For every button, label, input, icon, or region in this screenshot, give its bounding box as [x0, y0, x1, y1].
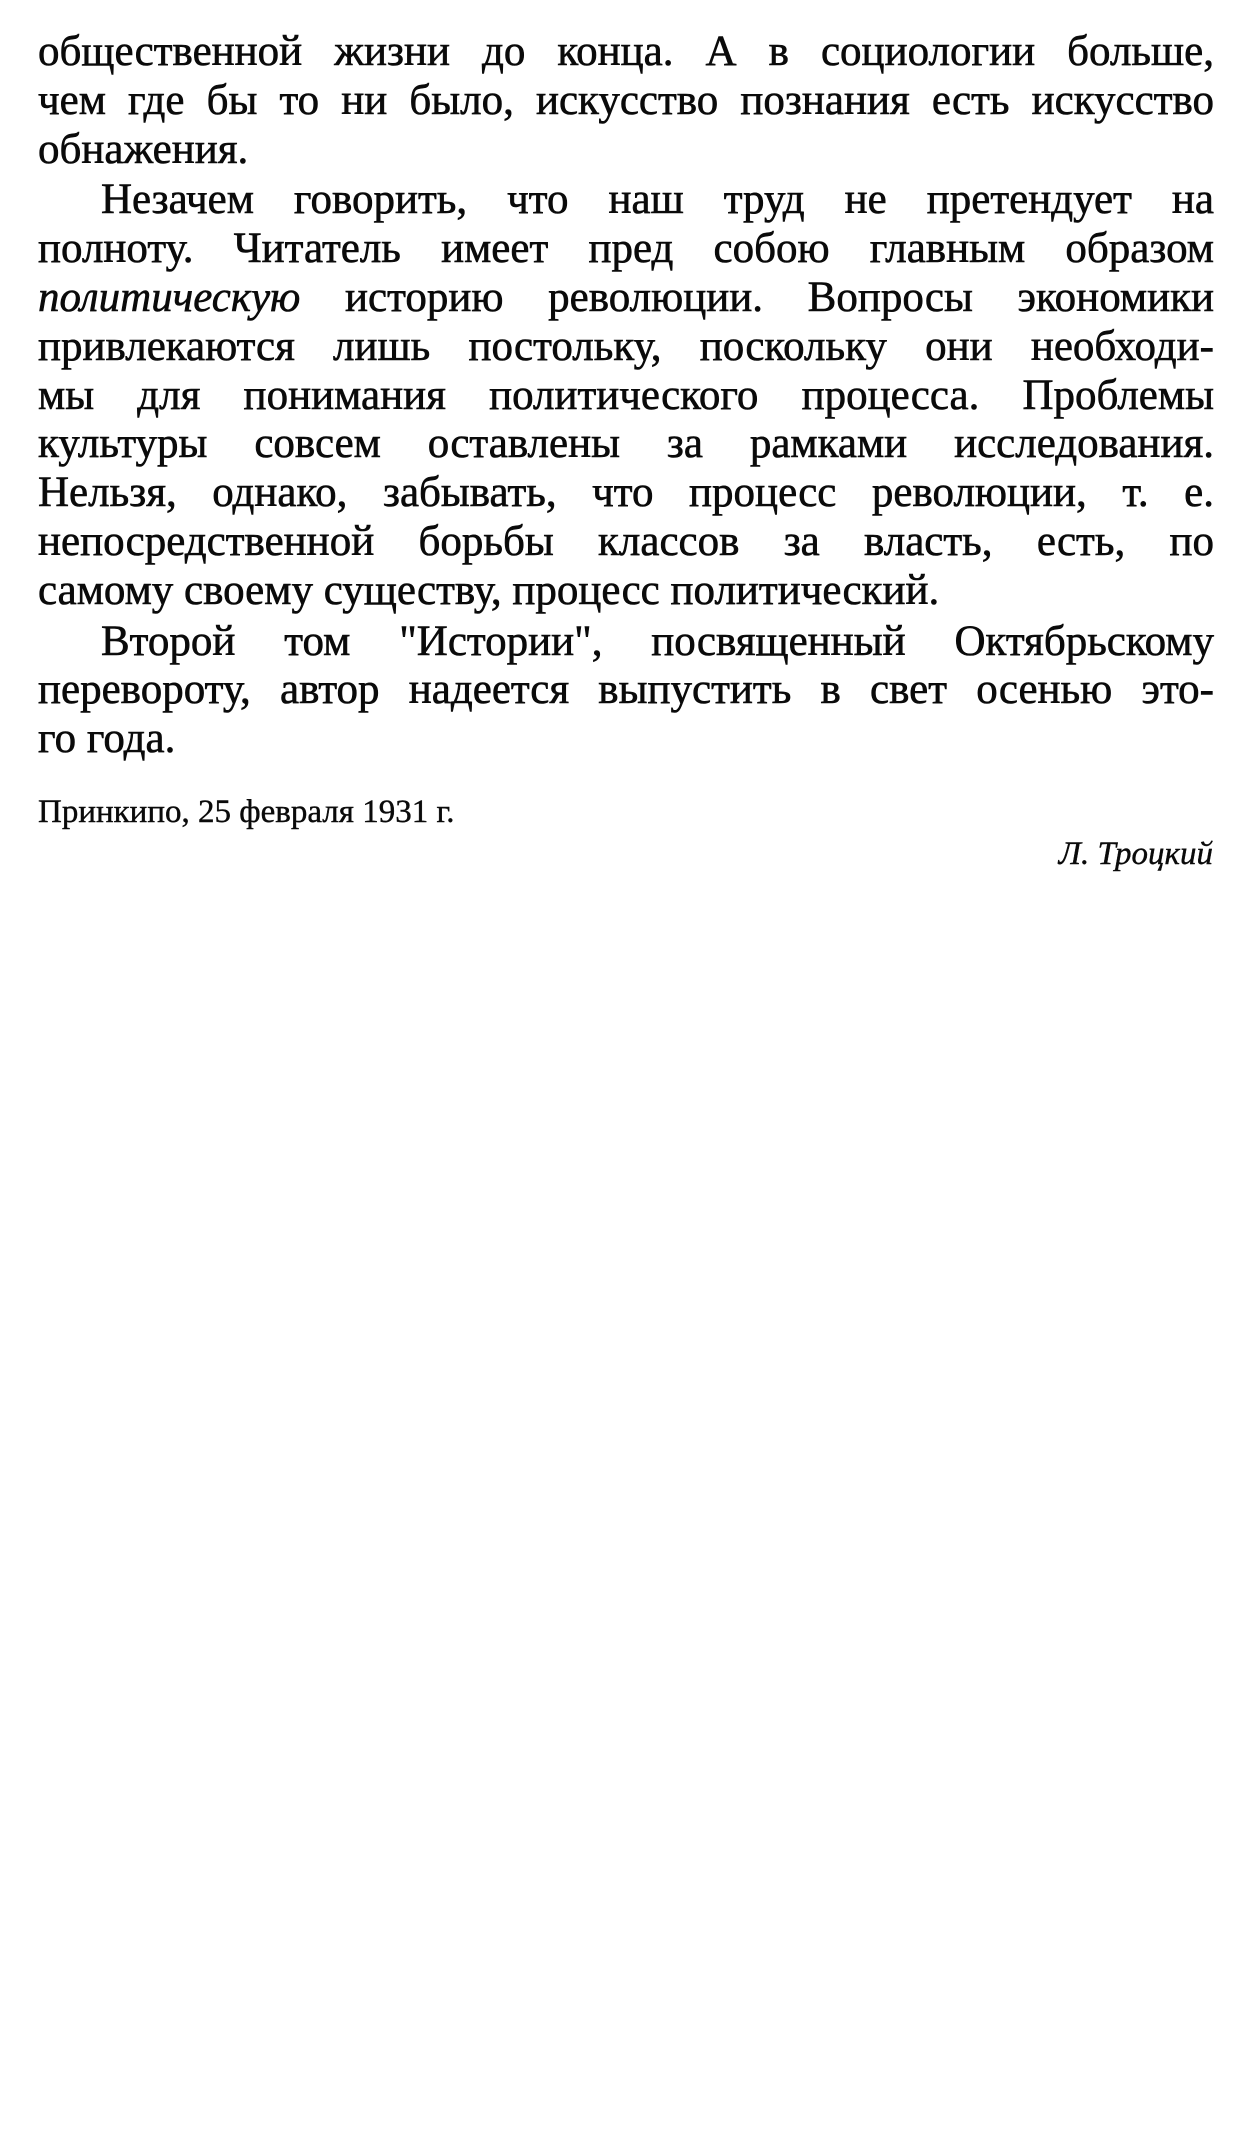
text-line: самому своему существу, процесс политический. [38, 566, 940, 614]
document-body [38, 28, 1214, 764]
text-line: культуры совсем оставлены за рамками исследования. [38, 420, 1214, 468]
text-line: полноту. Читатель имеет пред собою главным образом [38, 225, 1214, 273]
emphasis-text: политическую [38, 273, 301, 321]
text-segment: историю революции. Вопросы экономики [300, 273, 1214, 321]
text-line: го года. [38, 715, 176, 763]
dateline: Принкипо, 25 февраля 1931 г. [38, 794, 455, 830]
text-line: непосредственной борьбы классов за власть, есть, по [38, 517, 1214, 565]
text-line: перевороту, автор надеется выпустить в свет осенью это- [38, 666, 1214, 714]
paragraph-3 [38, 618, 1214, 764]
text-line: Незачем говорить, что наш труд не претендует на [101, 176, 1214, 224]
paragraph-2 [38, 176, 1214, 615]
text-line-with-emphasis [38, 274, 1214, 323]
text-line: Нельзя, однако, забывать, что процесс революции, т. е. [38, 469, 1214, 517]
text-line: привлекаются лишь постольку, поскольку они необходи- [38, 322, 1214, 370]
text-line: обнажения. [38, 125, 249, 173]
paragraph-1 [38, 28, 1214, 174]
text-line: Второй том "Истории", посвященный Октябрьскому [101, 617, 1214, 665]
author-signature: Л. Троцкий [1058, 836, 1213, 872]
text-line: мы для понимания политического процесса. Проблемы [38, 371, 1214, 419]
text-line: чем где бы то ни было, искусство познания есть искусство [38, 76, 1214, 124]
text-line: общественной жизни до конца. А в социологии больше, [38, 28, 1214, 75]
